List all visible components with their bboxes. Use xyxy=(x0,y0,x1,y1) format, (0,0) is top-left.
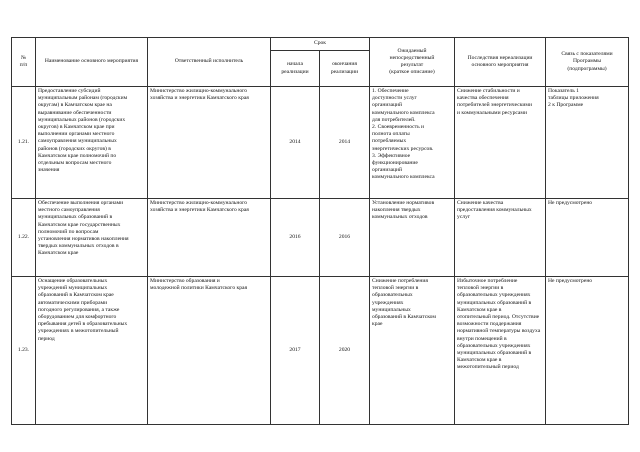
row-link: Показатель 1 таблицы приложения 2 к Программе xyxy=(546,87,629,199)
header-term: Срок xyxy=(271,38,370,51)
row-end: 2016 xyxy=(320,199,370,277)
row-end: 2014 xyxy=(320,87,370,199)
header-start: начала реализации xyxy=(271,51,320,87)
row-name: Обеспечение выполнения органами местного самоуправления муниципальных образований в Камчатском крае государственных полномочий по вопросам установления нормативов накопления твердых коммунальных отходов в Камчатском крае xyxy=(36,199,148,277)
row-start: 2017 xyxy=(271,277,320,425)
row-consequences: Избыточное потребление тепловой энергии в образовательных учреждениях муниципальных образований в Камчатском крае в отопительный период. Отсутствие возможности поддержания нормативной температуры воздуха внутри помещений в образовательных учреждениях муниципальных образований в Камчатском крае в межотопительный период xyxy=(455,277,546,425)
row-start: 2016 xyxy=(271,199,320,277)
row-name: Оснащение образовательных учреждений муниципальных образований в Камчатском крае автоматическими приборами погодного регулирования, а также оборудованием для комфортного пребывания детей в образовательных учреждениях в межотопительный период xyxy=(36,277,148,425)
header-result: Ожидаемый непосредственный результат (краткое описание) xyxy=(370,38,455,87)
row-num: 1.22. xyxy=(12,199,36,277)
header-link: Связь с показателями Программы (подпрограммы) xyxy=(546,38,629,87)
row-result: Снижение потребления тепловой энергии в образовательных учреждениях муниципальных образований в Камчатском крае xyxy=(370,277,455,425)
header-num: № п/п xyxy=(12,38,36,87)
table-row xyxy=(12,199,629,277)
row-consequences: Снижение стабильности и качества обеспечения потребителей энергетическими и коммунальными ресурсами xyxy=(455,87,546,199)
row-end: 2020 xyxy=(320,277,370,425)
row-num: 1.21. xyxy=(12,87,36,199)
row-executor: Министерство жилищно-коммунального хозяйства и энергетики Камчатского края xyxy=(148,87,271,199)
row-result: Установление нормативов накопления твердых коммунальных отходов xyxy=(370,199,455,277)
row-consequences: Снижение качества предоставления коммунальных услуг xyxy=(455,199,546,277)
row-name: Предоставление субсидий муниципальным районам (городским округам) в Камчатском крае на выравнивание обеспеченности муниципальных районов (городских округов) в Камчатском крае при выполнении органами местного самоуправления муниципальных районов (городских округов) в Камчатском крае полномочий по отдельным вопросам местного значения xyxy=(36,87,148,199)
row-num: 1.23. xyxy=(12,277,36,425)
row-executor: Министерство образования и молодежной политики Камчатского края xyxy=(148,277,271,425)
row-link: Не предусмотрено xyxy=(546,277,629,425)
row-result: 1. Обеспечение доступности услуг организаций коммунального комплекса для потребителей. 2. Своевременность и полнота оплаты потребляемых энергетических ресурсов. 3. Эффективное функционирование организаций коммунального комплекса xyxy=(370,87,455,199)
header-end: окончания реализации xyxy=(320,51,370,87)
row-executor: Министерство жилищно-коммунального хозяйства и энергетики Камчатского края xyxy=(148,199,271,277)
measures-table xyxy=(11,37,629,425)
header-consequences: Последствия нереализации основного мероприятия xyxy=(455,38,546,87)
header-executor: Ответственный исполнитель xyxy=(148,38,271,87)
row-start: 2014 xyxy=(271,87,320,199)
table-row xyxy=(12,87,629,199)
table-row xyxy=(12,277,629,425)
header-name: Наименование основного мероприятия xyxy=(36,38,148,87)
row-link: Не предусмотрено xyxy=(546,199,629,277)
